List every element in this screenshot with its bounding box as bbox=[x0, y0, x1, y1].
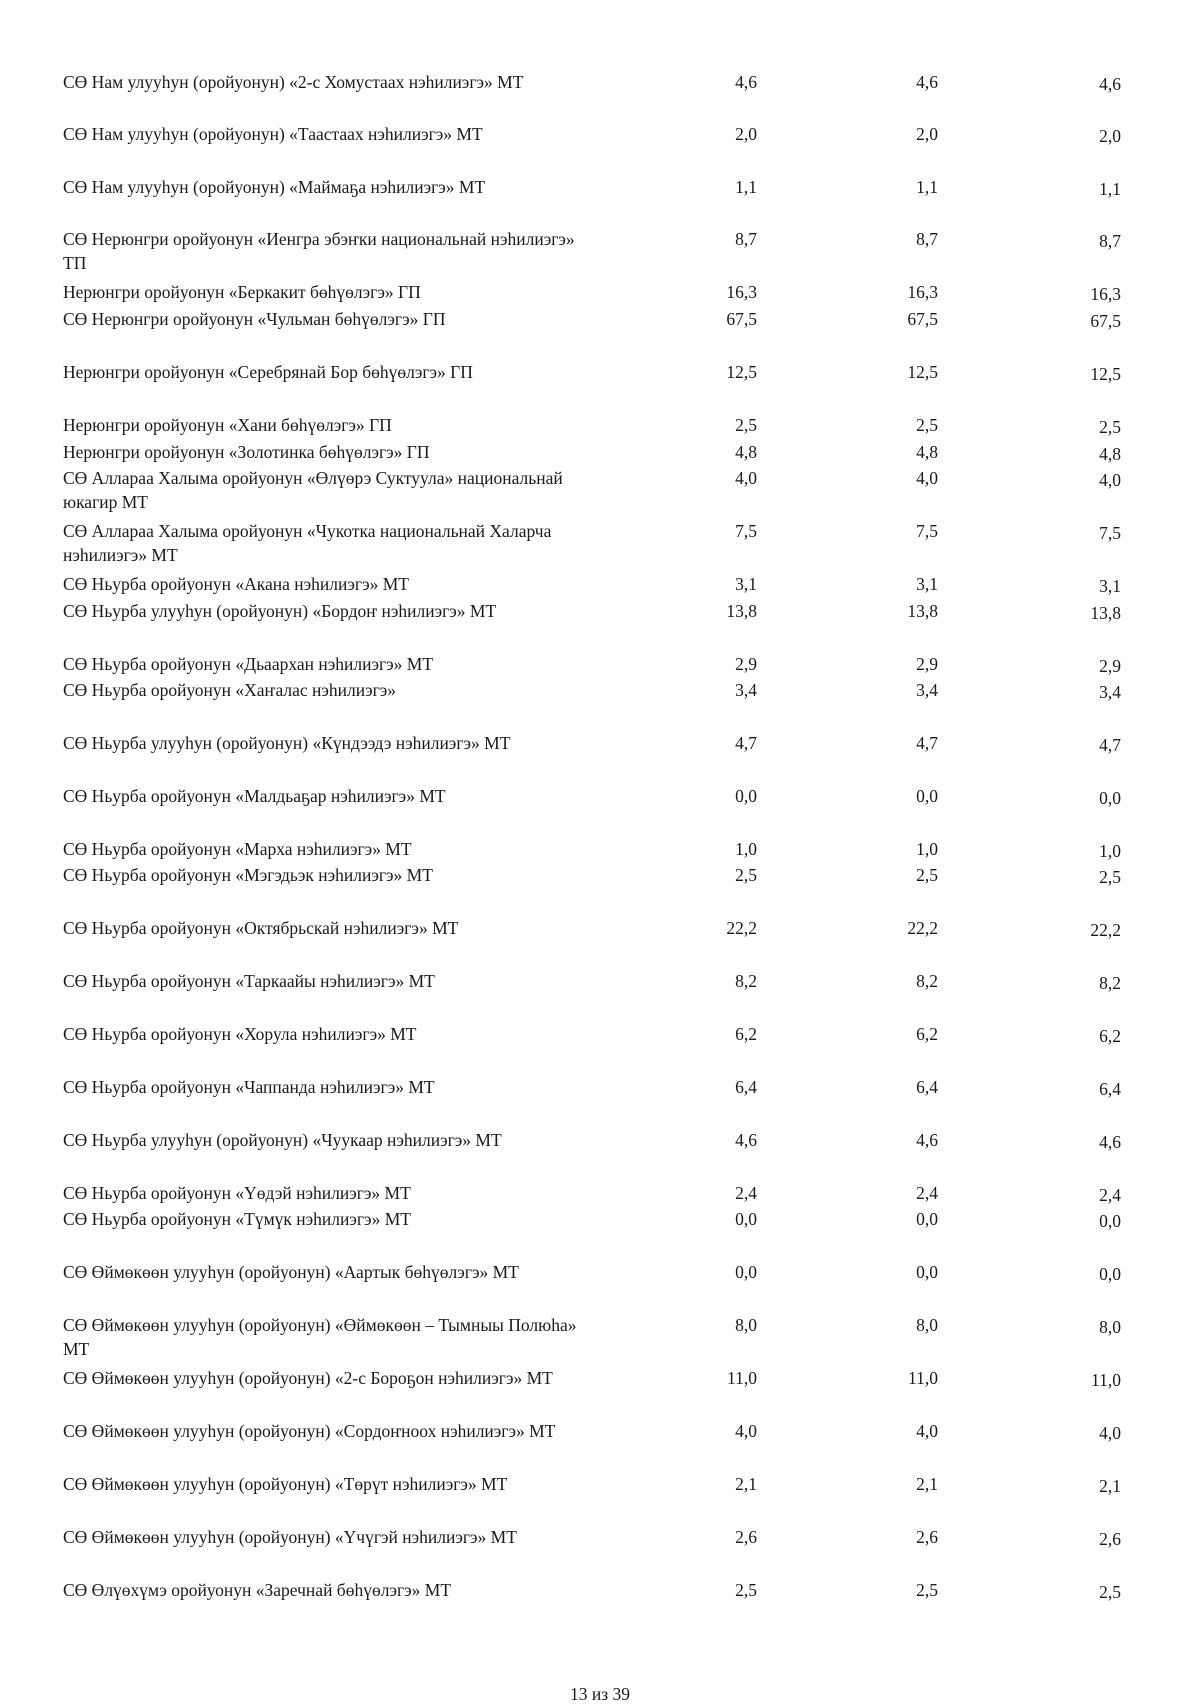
value-v3: 11,0 bbox=[1091, 1370, 1121, 1390]
value-v2: 4,6 bbox=[916, 72, 938, 92]
value-v1: 8,0 bbox=[735, 1315, 757, 1335]
value-v2: 2,5 bbox=[916, 415, 938, 435]
value-v1: 4,0 bbox=[735, 468, 757, 488]
value-v3: 2,5 bbox=[1099, 867, 1121, 887]
value-v2: 6,4 bbox=[916, 1077, 938, 1097]
value-v2: 6,2 bbox=[916, 1024, 938, 1044]
value-v2: 8,2 bbox=[916, 971, 938, 991]
municipality-name: СӨ Өймөкөөн улууһун (оройуонун) «Аартык бөһүөлэгэ» МТ bbox=[63, 1262, 519, 1282]
value-v3: 0,0 bbox=[1099, 1211, 1121, 1231]
value-v3: 16,3 bbox=[1090, 284, 1121, 304]
municipality-name: СӨ Ньурба оройуонун «Малдьаҕар нэһилиэгэ» МТ bbox=[63, 786, 446, 806]
value-v2: 12,5 bbox=[907, 362, 938, 382]
value-v1: 6,2 bbox=[735, 1024, 757, 1044]
value-v3: 2,4 bbox=[1099, 1185, 1121, 1205]
municipality-name: СӨ Өймөкөөн улууһун (оройуонун) «Төрүт нэһилиэгэ» МТ bbox=[63, 1474, 508, 1494]
value-v2: 3,1 bbox=[916, 574, 938, 594]
value-v1: 2,5 bbox=[735, 865, 757, 885]
value-v1: 2,4 bbox=[735, 1183, 757, 1203]
value-v3: 67,5 bbox=[1090, 311, 1121, 331]
value-v2: 2,1 bbox=[916, 1474, 938, 1494]
value-v1: 22,2 bbox=[726, 918, 757, 938]
value-v3: 2,5 bbox=[1099, 417, 1121, 437]
value-v3: 2,0 bbox=[1099, 126, 1121, 146]
municipality-name: СӨ Ньурба оройуонун «Хорула нэһилиэгэ» МТ bbox=[63, 1024, 417, 1044]
municipality-name: СӨ Нам улууһун (оройуонун) «Таастаах нэһилиэгэ» МТ bbox=[63, 124, 483, 144]
value-v1: 16,3 bbox=[726, 282, 757, 302]
value-v2: 67,5 bbox=[907, 309, 938, 329]
value-v3: 13,8 bbox=[1090, 603, 1121, 623]
municipality-name: СӨ Аллараа Халыма оройуонун «Чукотка национальнай Халарча нэһилиэгэ» МТ bbox=[63, 521, 552, 565]
value-v2: 2,5 bbox=[916, 1580, 938, 1600]
value-v3: 8,0 bbox=[1099, 1317, 1121, 1337]
municipality-name: СӨ Ньурба оройуонун «Чаппанда нэһилиэгэ» МТ bbox=[63, 1077, 435, 1097]
value-v2: 4,8 bbox=[916, 442, 938, 462]
municipality-name: СӨ Ньурба оройуонун «Хаҥалас нэһилиэгэ» bbox=[63, 680, 397, 700]
value-v2: 0,0 bbox=[916, 1262, 938, 1282]
value-v3: 3,1 bbox=[1099, 576, 1121, 596]
value-v1: 67,5 bbox=[726, 309, 757, 329]
value-v2: 8,0 bbox=[916, 1315, 938, 1335]
municipality-name: СӨ Ньурба оройуонун «Марха нэһилиэгэ» МТ bbox=[63, 839, 412, 859]
municipality-name: СӨ Нерюнгри оройуонун «Иенгра эбэҥки национальнай нэһилиэгэ» ТП bbox=[63, 229, 575, 273]
municipality-name: СӨ Ньурба оройуонун «Таркаайы нэһилиэгэ» МТ bbox=[63, 971, 435, 991]
value-v2: 11,0 bbox=[908, 1368, 938, 1388]
value-v1: 11,0 bbox=[727, 1368, 757, 1388]
value-v2: 13,8 bbox=[907, 601, 938, 621]
municipality-name: СӨ Өймөкөөн улууһун (оройуонун) «Сордоҥноох нэһилиэгэ» МТ bbox=[63, 1421, 556, 1441]
value-v3: 2,5 bbox=[1099, 1582, 1121, 1602]
value-v1: 8,2 bbox=[735, 971, 757, 991]
value-v3: 2,6 bbox=[1099, 1529, 1121, 1549]
value-v1: 7,5 bbox=[735, 521, 757, 541]
value-v2: 2,5 bbox=[916, 865, 938, 885]
municipality-name: Нерюнгри оройуонун «Золотинка бөһүөлэгэ» ГП bbox=[63, 442, 430, 462]
value-v2: 4,0 bbox=[916, 468, 938, 488]
value-v1: 2,1 bbox=[735, 1474, 757, 1494]
value-v3: 2,1 bbox=[1099, 1476, 1121, 1496]
value-v3: 2,9 bbox=[1099, 656, 1121, 676]
value-v1: 0,0 bbox=[735, 1209, 757, 1229]
value-v1: 13,8 bbox=[726, 601, 757, 621]
value-v3: 12,5 bbox=[1090, 364, 1121, 384]
value-v2: 3,4 bbox=[916, 680, 938, 700]
value-v1: 3,1 bbox=[735, 574, 757, 594]
municipality-name: СӨ Ньурба оройуонун «Дьаархан нэһилиэгэ» МТ bbox=[63, 654, 434, 674]
value-v2: 2,0 bbox=[916, 124, 938, 144]
municipality-name: Нерюнгри оройуонун «Хани бөһүөлэгэ» ГП bbox=[63, 415, 392, 435]
municipality-name: СӨ Өймөкөөн улууһун (оройуонун) «Өймөкөөн – Тымныы Полюһа» МТ bbox=[63, 1315, 577, 1359]
value-v2: 4,7 bbox=[916, 733, 938, 753]
municipality-name: Нерюнгри оройуонун «Серебрянай Бор бөһүөлэгэ» ГП bbox=[63, 362, 473, 382]
value-v1: 8,7 bbox=[735, 229, 757, 249]
municipality-name: СӨ Ньурба оройуонун «Түмүк нэһилиэгэ» МТ bbox=[63, 1209, 411, 1229]
value-v1: 0,0 bbox=[735, 786, 757, 806]
value-v2: 1,1 bbox=[916, 177, 938, 197]
value-v3: 1,0 bbox=[1099, 841, 1121, 861]
page-number: 13 из 39 bbox=[569, 1684, 631, 1704]
value-v3: 4,0 bbox=[1099, 470, 1121, 490]
value-v1: 4,6 bbox=[735, 1130, 757, 1150]
municipality-name: СӨ Ньурба оройуонун «Акана нэһилиэгэ» МТ bbox=[63, 574, 409, 594]
municipality-name: СӨ Ньурба оройуонун «Октябрьскай нэһилиэгэ» МТ bbox=[63, 918, 459, 938]
value-v1: 0,0 bbox=[735, 1262, 757, 1282]
municipality-name: СӨ Ньурба улууһун (оройуонун) «Бордоҥ нэһилиэгэ» МТ bbox=[63, 601, 497, 621]
value-v1: 2,9 bbox=[735, 654, 757, 674]
value-v1: 1,1 bbox=[735, 177, 757, 197]
value-v2: 0,0 bbox=[916, 1209, 938, 1229]
municipality-name: СӨ Өймөкөөн улууһун (оройуонун) «Үчүгэй нэһилиэгэ» МТ bbox=[63, 1527, 517, 1547]
value-v3: 6,4 bbox=[1099, 1079, 1121, 1099]
municipality-name: СӨ Нам улууһун (оройуонун) «Маймаҕа нэһилиэгэ» МТ bbox=[63, 177, 486, 197]
value-v3: 22,2 bbox=[1090, 920, 1121, 940]
municipality-name: СӨ Ньурба улууһун (оройуонун) «Чуукаар нэһилиэгэ» МТ bbox=[63, 1130, 502, 1150]
value-v1: 4,7 bbox=[735, 733, 757, 753]
municipality-name: СӨ Аллараа Халыма оройуонун «Өлүөрэ Суктуула» национальнай юкагир МТ bbox=[63, 468, 563, 512]
value-v3: 7,5 bbox=[1099, 523, 1121, 543]
value-v1: 2,6 bbox=[735, 1527, 757, 1547]
value-v2: 22,2 bbox=[907, 918, 938, 938]
value-v1: 2,0 bbox=[735, 124, 757, 144]
municipality-name: СӨ Нам улууһун (оройуонун) «2-с Хомустаах нэһилиэгэ» МТ bbox=[63, 72, 524, 92]
value-v1: 1,0 bbox=[735, 839, 757, 859]
municipality-name: СӨ Нерюнгри оройуонун «Чульман бөһүөлэгэ» ГП bbox=[63, 309, 446, 329]
value-v3: 4,7 bbox=[1099, 735, 1121, 755]
value-v3: 0,0 bbox=[1099, 788, 1121, 808]
value-v3: 4,8 bbox=[1099, 444, 1121, 464]
value-v1: 4,8 bbox=[735, 442, 757, 462]
municipality-name: СӨ Ньурба оройуонун «Мэгэдьэк нэһилиэгэ» МТ bbox=[63, 865, 433, 885]
value-v3: 0,0 bbox=[1099, 1264, 1121, 1284]
value-v3: 6,2 bbox=[1099, 1026, 1121, 1046]
value-v2: 4,6 bbox=[916, 1130, 938, 1150]
value-v2: 4,0 bbox=[916, 1421, 938, 1441]
value-v3: 8,2 bbox=[1099, 973, 1121, 993]
value-v3: 4,0 bbox=[1099, 1423, 1121, 1443]
value-v2: 7,5 bbox=[916, 521, 938, 541]
municipality-name: СӨ Ньурба улууһун (оройуонун) «Күндээдэ нэһилиэгэ» МТ bbox=[63, 733, 511, 753]
value-v1: 2,5 bbox=[735, 1580, 757, 1600]
value-v1: 4,0 bbox=[735, 1421, 757, 1441]
value-v2: 8,7 bbox=[916, 229, 938, 249]
municipality-name: Нерюнгри оройуонун «Беркакит бөһүөлэгэ» ГП bbox=[63, 282, 421, 302]
value-v2: 2,4 bbox=[916, 1183, 938, 1203]
value-v1: 3,4 bbox=[735, 680, 757, 700]
municipality-name: СӨ Ньурба оройуонун «Үөдэй нэһилиэгэ» МТ bbox=[63, 1183, 411, 1203]
value-v3: 4,6 bbox=[1099, 74, 1121, 94]
municipality-name: СӨ Өлүөхүмэ оройуонун «Заречнай бөһүөлэгэ» МТ bbox=[63, 1580, 452, 1600]
value-v2: 2,9 bbox=[916, 654, 938, 674]
municipality-name: СӨ Өймөкөөн улууһун (оройуонун) «2-с Бороҕон нэһилиэгэ» МТ bbox=[63, 1368, 553, 1388]
value-v3: 4,6 bbox=[1099, 1132, 1121, 1152]
value-v2: 0,0 bbox=[916, 786, 938, 806]
value-v1: 2,5 bbox=[735, 415, 757, 435]
value-v1: 4,6 bbox=[735, 72, 757, 92]
value-v1: 12,5 bbox=[726, 362, 757, 382]
value-v3: 1,1 bbox=[1099, 179, 1121, 199]
value-v2: 16,3 bbox=[907, 282, 938, 302]
value-v2: 2,6 bbox=[916, 1527, 938, 1547]
value-v2: 1,0 bbox=[916, 839, 938, 859]
value-v1: 6,4 bbox=[735, 1077, 757, 1097]
value-v3: 3,4 bbox=[1099, 682, 1121, 702]
value-v3: 8,7 bbox=[1099, 231, 1121, 251]
